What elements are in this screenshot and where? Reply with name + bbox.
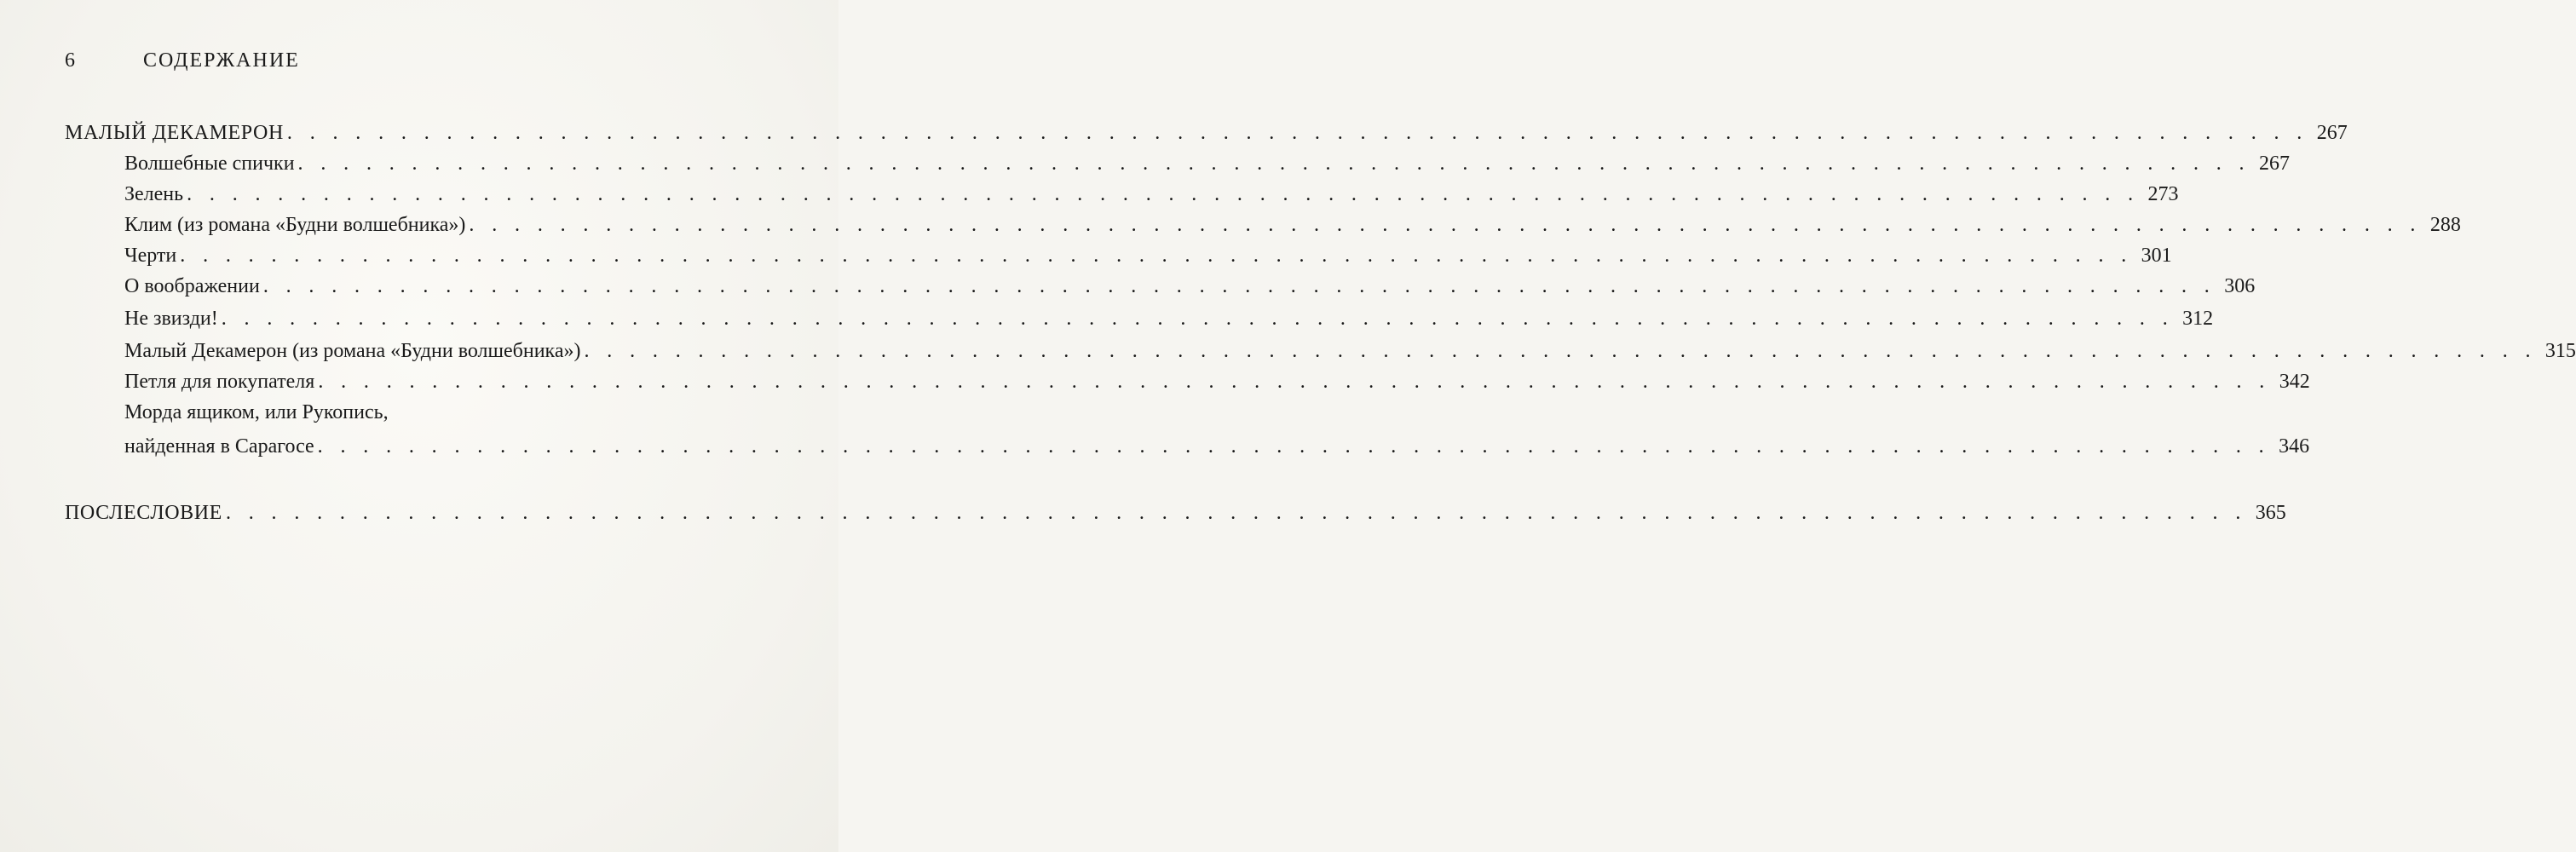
dot-leader: . . . . . . . . . . . . . . . . . . . . . . . . . . . . . . . . . . . . . . . . . . . . . . . . . . . . . . . . . . . . . . . . . . . . . . . . . . . . . . . . . . . . . . — [318, 371, 2271, 393]
toc-entry[interactable] — [124, 179, 2179, 210]
dot-leader: . . . . . . . . . . . . . . . . . . . . . . . . . . . . . . . . . . . . . . . . . . . . . . . . . . . . . . . . . . . . . . . . . . . . . . . . . . . . . . . . . . . . . . — [187, 183, 2140, 205]
toc-entry[interactable] — [124, 210, 2461, 240]
dot-leader: . . . . . . . . . . . . . . . . . . . . . . . . . . . . . . . . . . . . . . . . . . . . . . . . . . . . . . . . . . . . . . . . . . . . . . . . . . . . . . . . . . . . . . — [317, 435, 2271, 458]
toc-entry-line1[interactable] — [124, 397, 777, 428]
toc-entry-page: 267 — [2258, 153, 2290, 175]
toc-entry-page: 267 — [2316, 122, 2348, 144]
dot-leader: . . . . . . . . . . . . . . . . . . . . . . . . . . . . . . . . . . . . . . . . . . . . . . . . . . . . . . . . . . . . . . . . . . . . . . . . . . . . . . . . . . . . . . — [221, 308, 2175, 330]
toc-entry-title: найденная в Сарагосе — [124, 435, 314, 458]
toc-entry-page: 273 — [2147, 183, 2179, 205]
toc-entry-title: МАЛЫЙ ДЕКАМЕРОН — [65, 122, 284, 144]
toc-entry-title: Волшебные спички — [124, 153, 295, 175]
toc-entry-title: Зелень — [124, 183, 184, 205]
toc-entry-title: Не звизди! — [124, 308, 218, 330]
toc-entry-title: Черти — [124, 245, 177, 267]
toc-entry-page: 301 — [2141, 245, 2172, 267]
dot-leader: . . . . . . . . . . . . . . . . . . . . . . . . . . . . . . . . . . . . . . . . . . . . . . . . . . . . . . . . . . . . . . . . . . . . . . . . . . . . . . . . . . . . . . . . . — [286, 122, 2308, 144]
dot-leader: . . . . . . . . . . . . . . . . . . . . . . . . . . . . . . . . . . . . . . . . . . . . . . . . . . . . . . . . . . . . . . . . . . . . . . . . . . . . . . . . . . . . . . . . . — [225, 502, 2247, 524]
toc-entry[interactable] — [124, 303, 2214, 334]
toc-entry-page: 306 — [2224, 275, 2256, 297]
toc-entry[interactable] — [124, 271, 2256, 302]
toc-entry[interactable] — [124, 240, 2172, 271]
toc-entry[interactable] — [124, 148, 2290, 179]
toc-entry-title: ПОСЛЕСЛОВИЕ — [65, 502, 222, 524]
toc-entry-title: Малый Декамерон (из романа «Будни волшебника») — [124, 340, 581, 362]
toc-section-malyi-dekameron[interactable] — [65, 118, 2348, 148]
toc-entry-title: Петля для покупателя — [124, 371, 315, 393]
dot-leader: . . . . . . . . . . . . . . . . . . . . . . . . . . . . . . . . . . . . . . . . . . . . . . . . . . . . . . . . . . . . . . . . . . . . . . . . . . . . . . . . . . . . . . — [262, 275, 2216, 297]
page-title: СОДЕРЖАНИЕ — [143, 49, 300, 72]
toc-entry-page: 288 — [2429, 214, 2461, 236]
toc-entry-page: 312 — [2182, 308, 2214, 330]
page-header — [65, 49, 300, 72]
page-number: 6 — [65, 49, 76, 72]
toc-entry-title: Морда ящиком, или Рукопись, — [124, 401, 389, 423]
toc-entry-title: Клим (из романа «Будни волшебника») — [124, 214, 466, 236]
toc-entry-title: О воображении — [124, 275, 260, 297]
toc-entry-page: 315 — [2544, 340, 2576, 362]
toc-entry[interactable] — [124, 336, 2576, 366]
toc-entry-page: 365 — [2255, 502, 2286, 524]
dot-leader: . . . . . . . . . . . . . . . . . . . . . . . . . . . . . . . . . . . . . . . . . . . . . . . . . . . . . . . . . . . . . . . . . . . . . . . . . . . . . . . . . . . . . . — [297, 153, 2250, 175]
toc-entry-page: 342 — [2279, 371, 2310, 393]
dot-leader: . . . . . . . . . . . . . . . . . . . . . . . . . . . . . . . . . . . . . . . . . . . . . . . . . . . . . . . . . . . . . . . . . . . . . . . . . . . . . . . . . . . . . . — [180, 245, 2133, 267]
toc-entry[interactable] — [124, 366, 2310, 397]
toc-section-posleslovie[interactable] — [65, 498, 2286, 528]
toc-entry-page: 346 — [2279, 435, 2310, 458]
dot-leader: . . . . . . . . . . . . . . . . . . . . . . . . . . . . . . . . . . . . . . . . . . . . . . . . . . . . . . . . . . . . . . . . . . . . . . . . . . . . . . . . . . . . . . — [584, 340, 2537, 362]
dot-leader: . . . . . . . . . . . . . . . . . . . . . . . . . . . . . . . . . . . . . . . . . . . . . . . . . . . . . . . . . . . . . . . . . . . . . . . . . . . . . . . . . . . . . . — [469, 214, 2422, 236]
toc-entry-line2[interactable] — [124, 431, 2310, 462]
